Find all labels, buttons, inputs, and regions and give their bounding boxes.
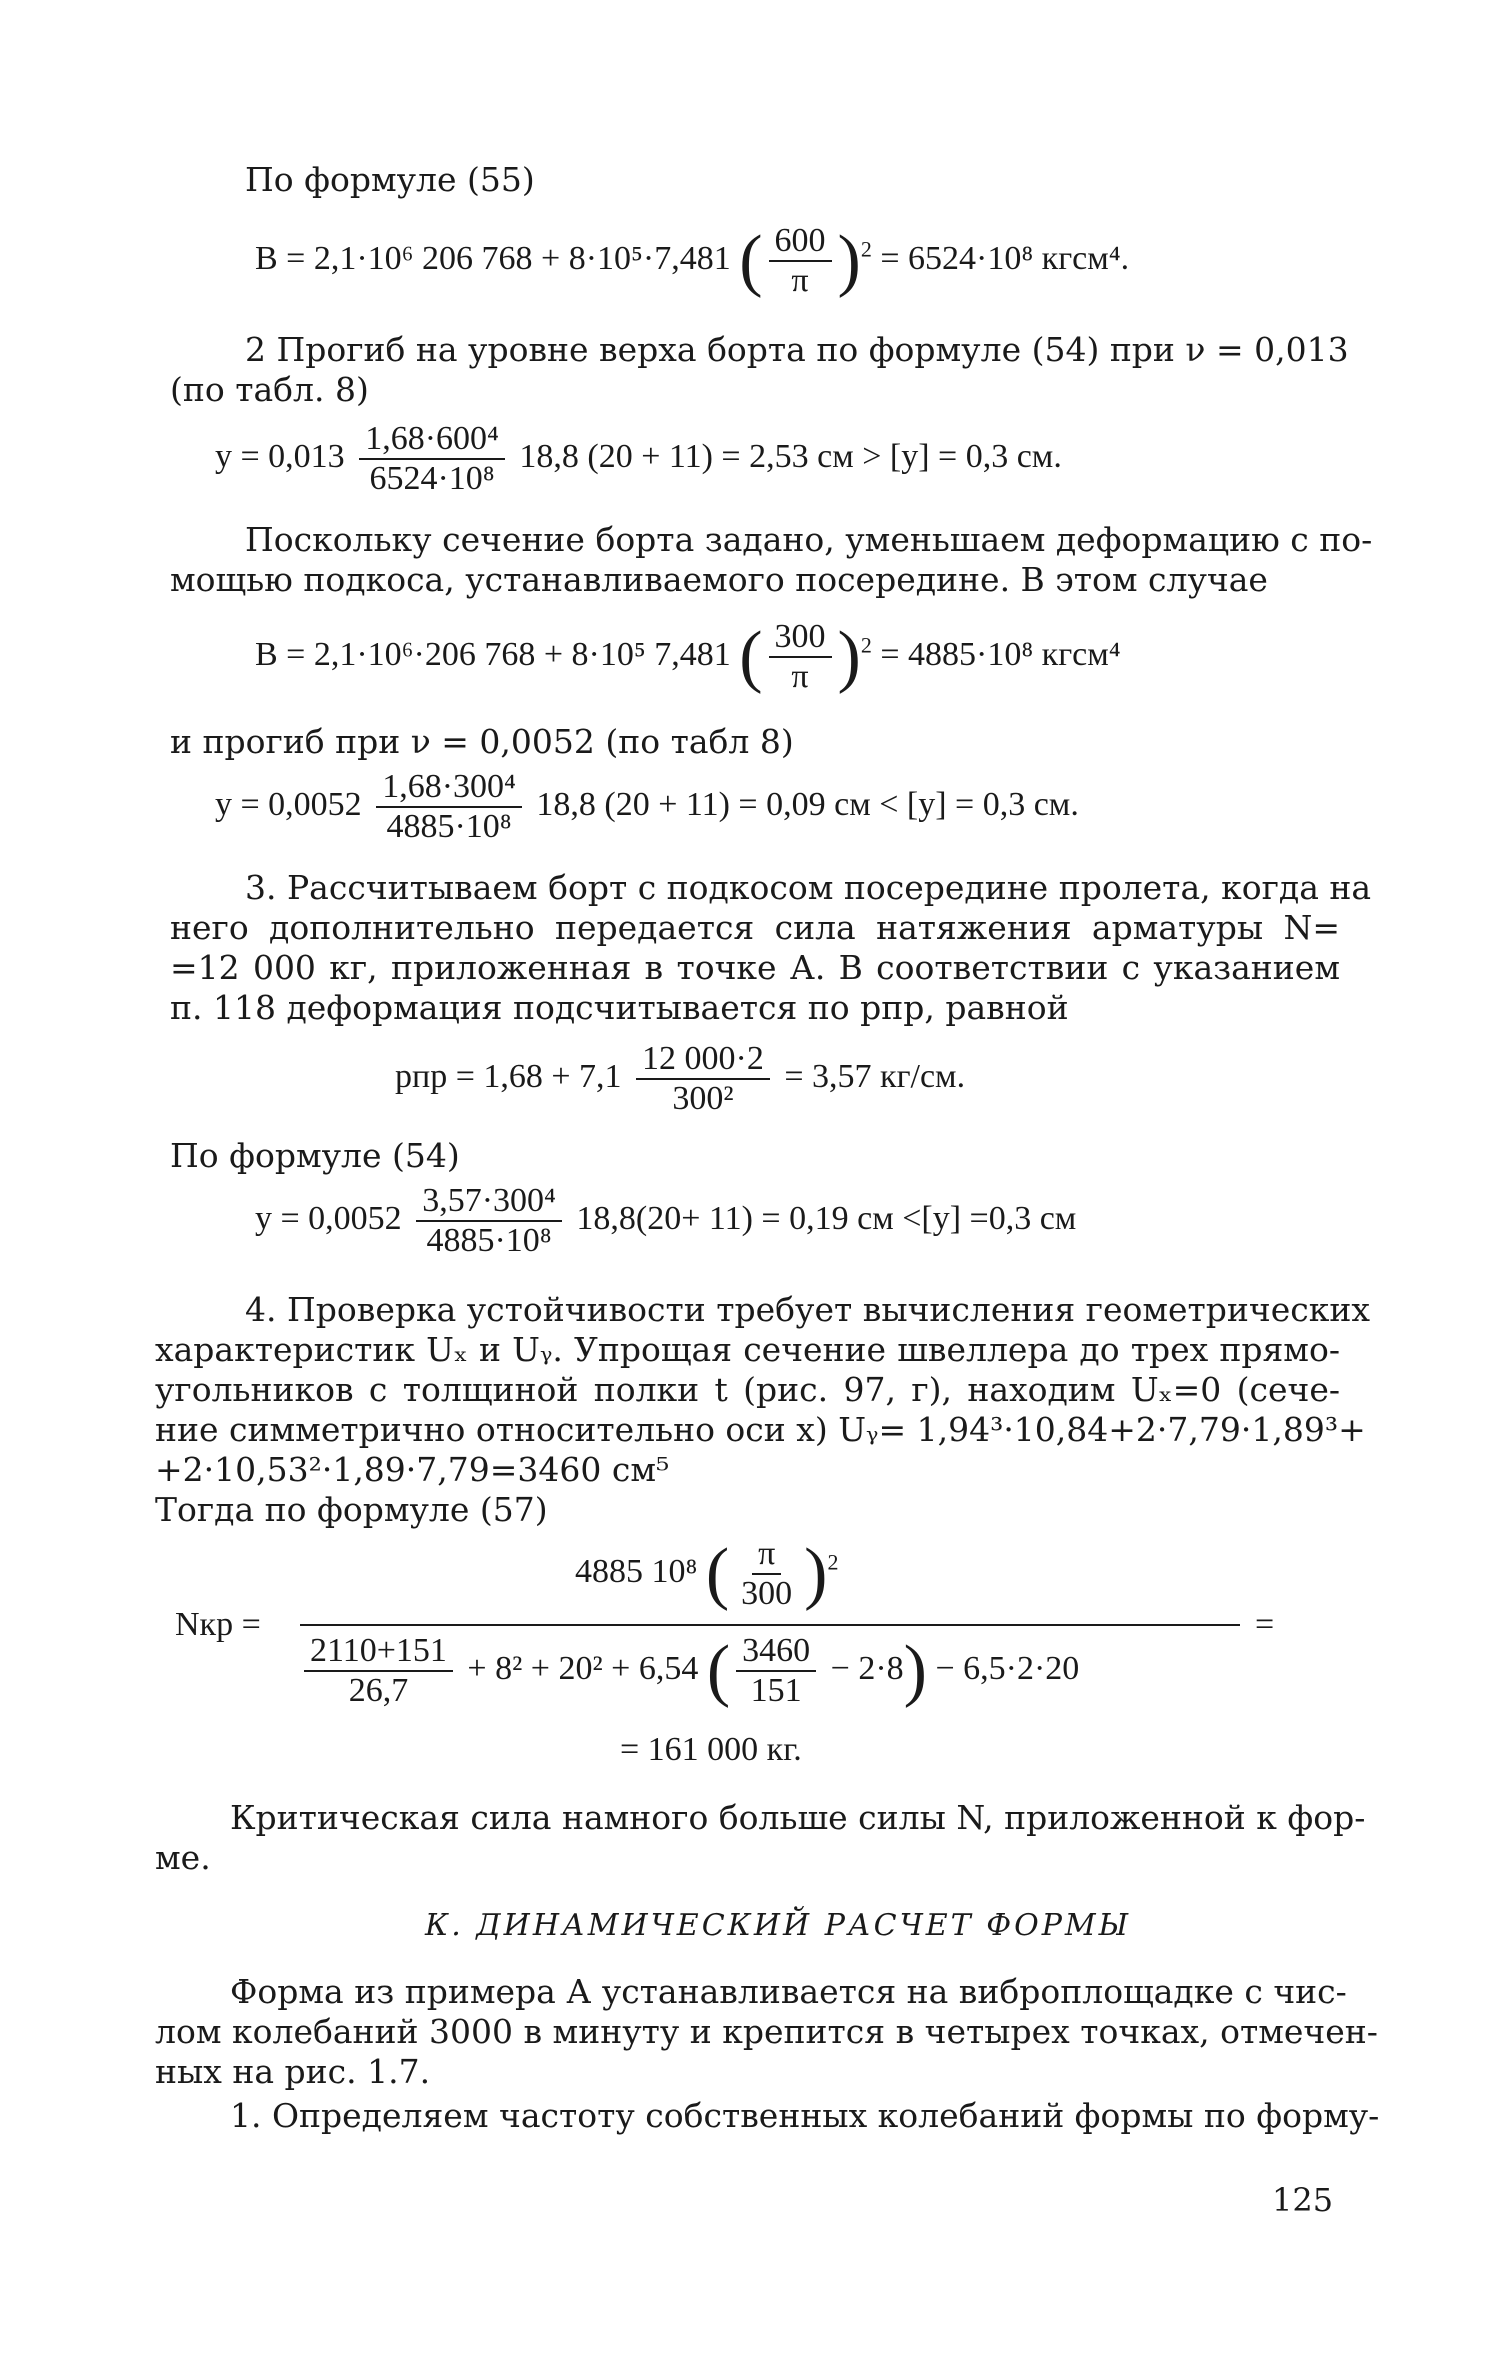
paragraph-line: 4. Проверка устойчивости требует вычисления геометрических	[245, 1290, 1370, 1329]
equation-3-left: B = 2,1·10⁶·206 768 + 8·10⁵ 7,481	[255, 635, 731, 673]
equation-6-right: 18,8(20+ 11) = 0,19 см <[y] =0,3 см	[576, 1199, 1077, 1237]
equation-3-numerator: 300	[769, 618, 832, 658]
equation-7-d2-numerator: 3460	[736, 1632, 816, 1672]
paragraph-line: него дополнительно передается сила натяжения арматуры N=	[170, 908, 1340, 947]
equation-6-denominator: 4885·10⁸	[426, 1222, 552, 1259]
paragraph-line: 3. Рассчитываем борт с подкосом посередине пролета, когда на	[245, 868, 1372, 907]
equation-7-d-mid: + 8² + 20² + 6,54	[467, 1649, 699, 1687]
equation-4	[215, 768, 1079, 846]
equation-1-denominator: π	[791, 262, 809, 299]
paragraph-line: Поскольку сечение борта задано, уменьшаем деформацию с по-	[245, 520, 1373, 559]
paragraph-line: (по табл. 8)	[170, 370, 369, 409]
equation-4-right: 18,8 (20 + 11) = 0,09 см < [y] = 0,3 см.	[536, 785, 1079, 823]
equation-7-lhs: Nкр =	[175, 1606, 261, 1643]
paragraph-line: ме.	[155, 1838, 211, 1877]
equation-7-equals: =	[1255, 1606, 1275, 1643]
equation-7-fraction-bar	[300, 1624, 1240, 1626]
equation-7-d1-denominator: 26,7	[348, 1672, 409, 1709]
equation-2	[215, 420, 1062, 498]
paragraph-line: и прогиб при ν = 0,0052 (по табл 8)	[170, 722, 794, 761]
equation-7-numerator: 4885 10⁸ ( $\frac{\pi}{300}$ )$^2$	[575, 1535, 839, 1612]
equation-2-numerator: 1,68·600⁴	[359, 420, 505, 460]
equation-2-right: 18,8 (20 + 11) = 2,53 см > [y] = 0,3 см.	[519, 437, 1062, 475]
equation-3: B = 2,1·10⁶·206 768 + 8·10⁵ 7,481 ( $\frac{300}{\pi}$ )$^2$ = 4885·10⁸ кгсм⁴	[255, 618, 1121, 695]
equation-5-right: = 3,57 кг/см.	[784, 1057, 966, 1095]
equation-7-pi: π	[752, 1535, 781, 1575]
equation-4-denominator: 4885·10⁸	[386, 808, 512, 845]
paragraph-line: +2·10,53²·1,89·7,79=3460 см⁵	[155, 1450, 670, 1489]
paragraph-line: лом колебаний 3000 в минуту и крепится в четырех точках, отмечен-	[155, 2012, 1378, 2051]
paragraph-line: ние симметрично относительно оси x) Uᵧ= 1,94³·10,84+2·7,79·1,89³+	[155, 1410, 1366, 1449]
equation-2-left: y = 0,013	[215, 437, 345, 475]
equation-7-300: 300	[741, 1575, 793, 1612]
paragraph-line: По формуле (55)	[245, 160, 535, 199]
paragraph-line: 2 Прогиб на уровне верха борта по формуле (54) при ν = 0,013	[245, 330, 1349, 369]
equation-7-numerator-left: 4885 10⁸	[575, 1552, 698, 1590]
equation-4-left: y = 0,0052	[215, 785, 362, 823]
equation-7-denominator: $\frac{2110+151}{26,7}$ + 8² + 20² + 6,54 ( $\frac{3460}{151}$ − 2·8) − 6,5·2·20	[298, 1632, 1079, 1710]
equation-6-numerator: 3,57·300⁴	[416, 1182, 562, 1222]
page-number: 125	[1272, 2181, 1334, 2219]
paragraph-line: мощью подкоса, устанавливаемого посередине. В этом случае	[170, 560, 1268, 599]
paragraph-line: Критическая сила намного больше силы N, приложенной к фор-	[230, 1798, 1366, 1837]
equation-4-numerator: 1,68·300⁴	[376, 768, 522, 808]
equation-7-d-end: − 6,5·2·20	[935, 1649, 1080, 1687]
equation-2-denominator: 6524·10⁸	[369, 460, 495, 497]
paragraph-line: угольников с толщиной полки t (рис. 97, г), находим Uₓ=0 (сече-	[155, 1370, 1340, 1409]
equation-7-d-after: − 2·8	[830, 1649, 904, 1687]
paragraph-line: 1. Определяем частоту собственных колебаний формы по форму-	[230, 2096, 1380, 2135]
equation-6	[255, 1182, 1076, 1260]
paragraph-line: Форма из примера А устанавливается на виброплощадке с чис-	[230, 1972, 1347, 2011]
equation-7-d1-numerator: 2110+151	[304, 1632, 453, 1672]
equation-1-left: B = 2,1·10⁶ 206 768 + 8·10⁵·7,481	[255, 239, 731, 277]
paragraph-line: =12 000 кг, приложенная в точке А. В соответствии с указанием	[170, 948, 1340, 987]
equation-5-denominator: 300²	[672, 1080, 734, 1117]
equation-7-result: = 161 000 кг.	[620, 1731, 802, 1768]
equation-1-numerator: 600	[769, 222, 832, 262]
paragraph-line: характеристик Uₓ и Uᵧ. Упрощая сечение швеллера до трех прямо-	[155, 1330, 1340, 1369]
equation-5-left: pпр = 1,68 + 7,1	[395, 1057, 622, 1095]
paragraph-line: п. 118 деформация подсчитывается по pпр, равной	[170, 988, 1069, 1027]
equation-1: B = 2,1·10⁶ 206 768 + 8·10⁵·7,481 ( $\frac{600}{\pi}$ )$^2$ = 6524·10⁸ кгсм⁴.	[255, 222, 1130, 299]
equation-5-numerator: 12 000·2	[636, 1040, 770, 1080]
equation-6-left: y = 0,0052	[255, 1199, 402, 1237]
equation-7-d2-denominator: 151	[750, 1672, 802, 1709]
paragraph-line: По формуле (54)	[170, 1136, 460, 1175]
equation-3-right: = 4885·10⁸ кгсм⁴	[880, 635, 1121, 673]
section-heading: К. ДИНАМИЧЕСКИЙ РАСЧЕТ ФОРМЫ	[425, 1908, 1132, 1943]
equation-1-right: = 6524·10⁸ кгсм⁴.	[880, 239, 1130, 277]
equation-3-denominator: π	[791, 658, 809, 695]
paragraph-line: Тогда по формуле (57)	[155, 1490, 548, 1529]
equation-5	[395, 1040, 965, 1118]
paragraph-line: ных на рис. 1.7.	[155, 2052, 431, 2091]
